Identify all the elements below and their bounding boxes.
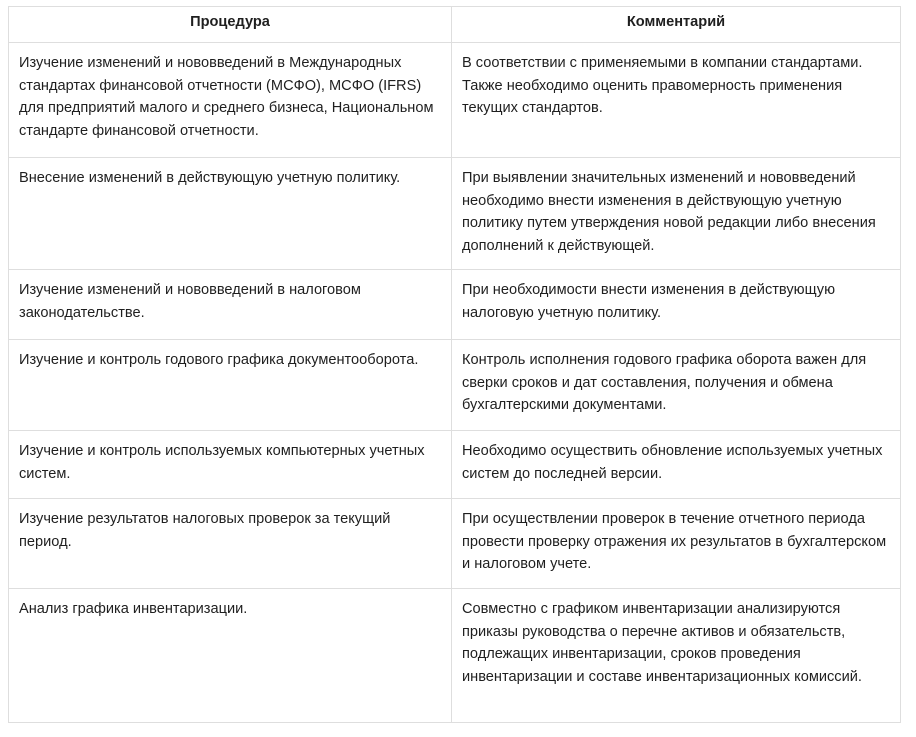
procedures-table-container — [8, 6, 900, 723]
procedure-text: Изучение и контроль используемых компьютерных учетных систем. — [19, 443, 425, 482]
comment-cell — [452, 43, 901, 158]
procedure-text: Изучение изменений и нововведений в налоговом законодательстве. — [19, 282, 361, 321]
procedure-cell — [9, 431, 452, 499]
procedure-cell — [9, 43, 452, 158]
comment-cell — [452, 431, 901, 499]
table-header-row — [9, 7, 901, 43]
procedure-text: Внесение изменений в действующую учетную политику. — [19, 170, 401, 186]
comment-text: При выявлении значительных изменений и нововведений необходимо внести изменения в действующую учетную политику путем утверждения новой редакции либо внесения дополнений к действующей. — [462, 170, 876, 254]
comment-cell — [452, 499, 901, 589]
procedure-cell — [9, 158, 452, 270]
procedure-text: Анализ графика инвентаризации. — [19, 601, 248, 617]
comment-cell — [452, 589, 901, 723]
procedure-text: Изучение изменений и нововведений в Международных стандартах финансовой отчетности (МСФО), МСФО (IFRS) для предприятий малого и среднего бизнеса, Национальном стандарте финансовой отчетности. — [19, 55, 434, 139]
table-row — [9, 43, 901, 158]
procedure-text: Изучение и контроль годового графика документооборота. — [19, 352, 419, 368]
comment-text: При осуществлении проверок в течение отчетного периода провести проверку отражения их результатов в бухгалтерском и налоговом учете. — [462, 511, 887, 572]
procedure-cell — [9, 270, 452, 340]
procedures-table — [8, 6, 901, 723]
header-comment-label: Комментарий — [626, 14, 726, 30]
comment-text: При необходимости внести изменения в действующую налоговую учетную политику. — [462, 282, 836, 321]
comment-cell — [452, 340, 901, 431]
procedure-text: Изучение результатов налоговых проверок за текущий период. — [19, 511, 391, 550]
header-comment — [452, 7, 901, 43]
table-row — [9, 589, 901, 723]
procedure-cell — [9, 340, 452, 431]
header-procedure — [9, 7, 452, 43]
table-row — [9, 340, 901, 431]
comment-text: Необходимо осуществить обновление используемых учетных систем до последней версии. — [462, 443, 883, 482]
header-procedure-label: Процедура — [190, 14, 270, 30]
procedure-cell — [9, 589, 452, 723]
comment-cell — [452, 270, 901, 340]
procedure-cell — [9, 499, 452, 589]
table-row — [9, 158, 901, 270]
comment-text: Контроль исполнения годового графика оборота важен для сверки сроков и дат составления, получения и обмена бухгалтерскими документами. — [462, 352, 867, 413]
comment-text: В соответствии с применяемыми в компании стандартами. Также необходимо оценить правомерность применения текущих стандартов. — [462, 55, 863, 116]
table-row — [9, 270, 901, 340]
comment-cell — [452, 158, 901, 270]
table-row — [9, 499, 901, 589]
table-row — [9, 431, 901, 499]
comment-text: Совместно с графиком инвентаризации анализируются приказы руководства о перечне активов и обязательств, подлежащих инвентаризации, сроков проведения инвентаризации и составе инвентаризационных комиссий. — [462, 601, 862, 685]
